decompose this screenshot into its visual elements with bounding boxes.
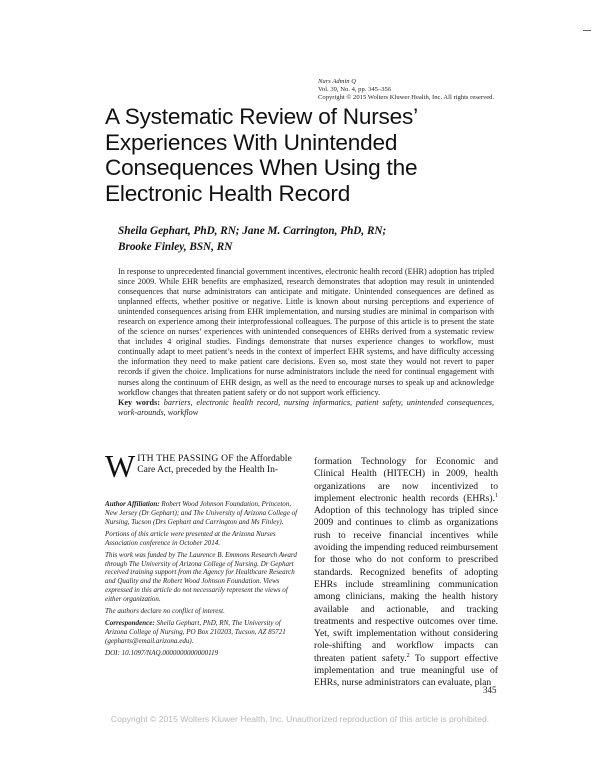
- corner-mark: [583, 30, 591, 31]
- reference-2: 2: [406, 652, 410, 659]
- presented-note: Portions of this article were presented at the Arizona Nurses Association conference in October 2014.: [105, 529, 276, 547]
- author-list: [118, 224, 498, 255]
- journal-info: [318, 78, 494, 103]
- body-text-1: formation Technology for Economic and Clinical Health (HITECH) in 2009, health organizations are now incentivized to implement electronic health records (EHRs).: [314, 456, 498, 504]
- journal-name: Nurs Admin Q: [318, 78, 356, 85]
- authors-line-2: Brooke Finley, BSN, RN: [118, 240, 233, 253]
- keywords: [118, 398, 494, 418]
- journal-copyright: Copyright © 2015 Wolters Kluwer Health, Inc. All rights reserved.: [318, 94, 495, 102]
- opening-text: the Affordable Care Act, preceded by the Health In-: [137, 453, 292, 476]
- conflict-note: The authors declare no conflict of interest.: [105, 606, 225, 615]
- abstract-text: In response to unprecedented financial government incentives, electronic health record (EHR) adoption has tripled since 2009. While EHR benefits are emphasized, research demonstrates that adoption may result in unintended consequences that nurse administrators can anticipate and mitigate. Unintended consequences are defined as unplanned effects, whether positive or negative. Little is known about nursing perceptions and experience of unintended consequences arising from EHR implementation, and nursing studies are minimal in comparison with research on experience among their interprofessional colleagues. The purpose of this article is to present the state of the science on nurses’ experiences with unintended consequences of EHRs derived from a systematic review that includes 4 original studies. Findings demonstrate that nurses experience changes to workflow, must continually adapt to meet patient’s needs in the context of imperfect EHR systems, and have difficulty accessing the information they need to make patient care decisions. Even so, most state they would not revert to paper records if given the choice. Implications for nurse administrators include the need for continual engagement with nurses along the continuum of EHR design, as well as the need to encourage nurses to speak up and acknowledge workflow changes that threaten patient safety or do not support work efficiency.: [118, 267, 494, 397]
- page-number: 345: [483, 685, 497, 695]
- article-title: A Systematic Review of Nurses’ Experiences With Unintended Consequences When Using the Electronic Health Record: [105, 104, 418, 206]
- drop-cap: W: [105, 448, 136, 484]
- affiliation-label: Author Affiliation:: [105, 500, 160, 508]
- footer-copyright: Copyright © 2015 Wolters Kluwer Health, Inc. Unauthorized reproduction of this article is prohibited.: [110, 714, 490, 724]
- opening-caps: ITH THE PASSING OF: [137, 453, 234, 464]
- funding-note: This work was funded by The Laurence B. Emmons Research Award through The University of Arizona College of Nursing. Dr Gephart received training support from the Agency for Healthcare Research and Quality and the Robert Wood Johnson Foundation. Views expressed in this article do not necessarily represent the views of either organization.: [105, 550, 297, 603]
- body-left-column: [105, 448, 303, 484]
- body-text-2: Adoption of this technology has tripled since 2009 and continues to climb as organizations rush to receive financial incentives while avoiding the impending reduced reimbursement for those who do not conform to prescribed standards. Recognized benefits of adopting EHRs include streamlining communication among clinicians, making the health history available and actionable, and tracking treatments and respective outcomes over time. Yet, swift implementation without considering role-shifting and workflow impacts can threaten patient safety.: [314, 505, 498, 664]
- correspondence-label: Correspondence:: [105, 619, 155, 627]
- body-text-3: To support effective implementation and true meaningful use of EHRs, nurse administrators can evaluate, plan: [314, 652, 498, 689]
- keywords-list: barriers, electronic health record, nursing informatics, patient safety, unintended consequences, work-arounds, workflow: [118, 397, 495, 417]
- reference-1: 1: [495, 492, 498, 499]
- body-right-column: [314, 456, 498, 690]
- journal-volume: Vol. 39, No. 4, pp. 345–356: [318, 86, 392, 94]
- abstract: [118, 267, 494, 418]
- affiliation-text: Robert Wood Johnson Foundation, Princeton, New Jersey (Dr Gephart); and The University of Arizona College of Nursing, Tucson (Drs Gephart and Carrington and Ms Finley).: [105, 500, 298, 526]
- affiliation-note: [105, 500, 303, 526]
- correspondence-text: Sheila Gephart, PhD, RN, The University of Arizona College of Nursing, PO Box 210203, Tucson, AZ 85721 (gepharts@email.arizona.edu).: [105, 619, 286, 645]
- doi: DOI: 10.1097/NAQ.0000000000000119: [105, 648, 219, 657]
- correspondence-note: [105, 619, 303, 645]
- author-notes: [105, 500, 303, 661]
- authors-line-1: Sheila Gephart, PhD, RN; Jane M. Carrington, PhD, RN;: [118, 225, 387, 237]
- keywords-label: Key words:: [118, 397, 160, 407]
